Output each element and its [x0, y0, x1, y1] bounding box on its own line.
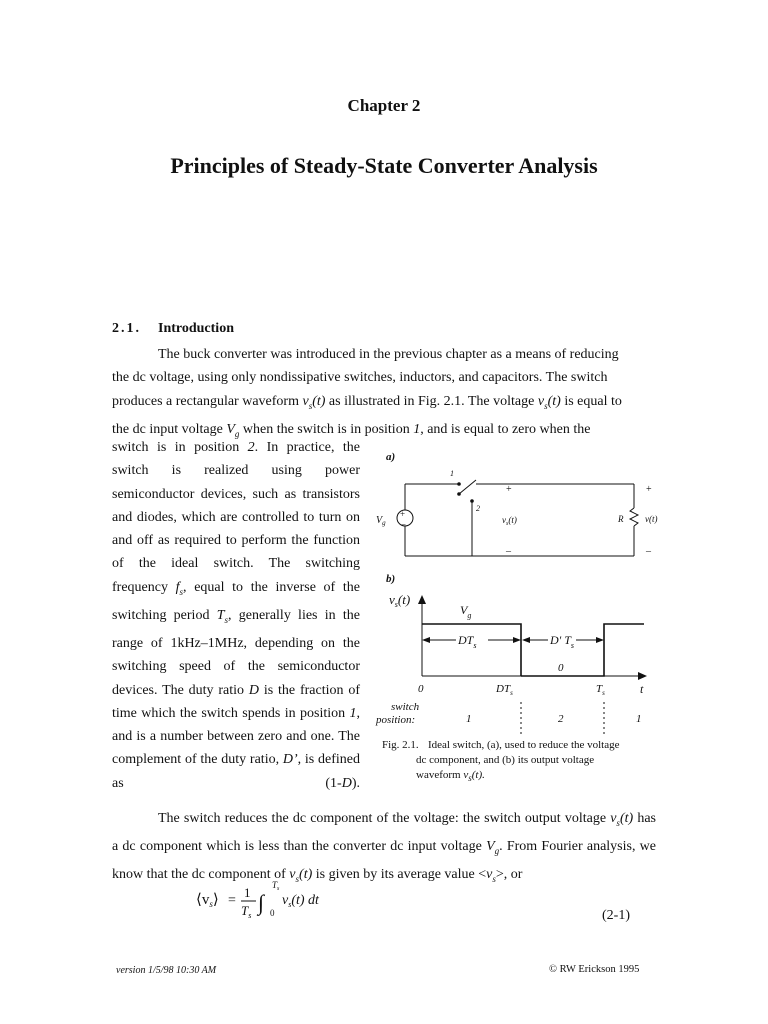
figure-2-1: [372, 452, 662, 752]
figure-caption: [382, 738, 662, 786]
equation-number: (2-1): [602, 908, 630, 923]
chapter-heading: Chapter 2: [347, 96, 421, 115]
footer-version: version 1/5/98 10:30 AM: [116, 965, 217, 976]
dts-arrowhead-right-icon: [513, 637, 521, 643]
integral-sign-icon: ∫: [258, 890, 265, 915]
resistor-icon: [630, 508, 638, 526]
eq-equals: =: [228, 893, 236, 908]
caption-line-1: Fig. 2.1. Ideal switch, (a), used to reduce the voltage: [382, 739, 620, 751]
vt-label: v(t): [645, 514, 658, 524]
dts-span-label: $DT_s$: [458, 633, 477, 650]
section-number: 2.1.: [112, 321, 141, 336]
vg-level-label: $V_g$: [460, 603, 472, 620]
chapter-title: Principles of Steady-State Converter Analysis: [170, 153, 598, 178]
switch-description-paragraph: switch is in position 2. In practice, the switch is realized using power semiconductor devices, such as transistors and diodes, which are controlled to turn on and off as required to perform the function of the ideal switch. The switching frequency $f_s$, equal to the inverse of the switching period $T_s$, generally lies in the range of 1kHz–1MHz, depending on the switching speed of the semiconductor devices. The duty ratio D is the fraction of time which the switch spends in position 1, and is a number between zero and one. The complement of the duty ratio, D’, is defined as (1-D).: [112, 440, 361, 791]
source-plus-sign: +: [400, 509, 406, 519]
eq-lhs: $⟨v_s⟩$: [196, 892, 219, 909]
equation-2-1: [196, 880, 346, 924]
eq-lower-limit: 0: [270, 908, 275, 918]
switch-pivot-icon: [457, 492, 461, 496]
eq-upper-limit: $T_s$: [272, 880, 280, 892]
waveform-return-segment: [521, 624, 644, 676]
voltage-axis-arrow-icon: [418, 595, 426, 604]
waveform-high-segment: [422, 624, 521, 676]
switch-contact-2-icon: [470, 499, 474, 503]
intro-line-4: the dc input voltage $V_g$ when the switch is in position 1, and is equal to zero when the: [112, 421, 591, 439]
eq-numerator: 1: [244, 885, 251, 900]
vs-label: $v_s(t)$: [502, 515, 517, 527]
caption-line-2: dc component, and (b) its output voltage: [416, 754, 595, 766]
intro-line-1: The buck converter was introduced in the previous chapter as a means of reducing: [158, 347, 619, 362]
time-axis-arrow-icon: [638, 672, 647, 680]
dpts-arrowhead-left-icon: [522, 637, 530, 643]
dpts-span-label: D' $T_s$: [550, 633, 575, 650]
vs-plus-sign: +: [506, 484, 512, 495]
intro-paragraph: [112, 343, 656, 446]
switch-position-label-1: switch: [391, 701, 420, 713]
x-ts-label: $T_s$: [596, 683, 605, 697]
switch-pos1-label: 1: [450, 469, 454, 478]
part-b-label: b): [386, 573, 396, 585]
resistor-label: R: [618, 514, 624, 524]
switch-pos2-label: 2: [476, 504, 480, 513]
intro-line-2: the dc voltage, using only nondissipative switches, inductors, and capacitors. The switch: [112, 370, 608, 386]
dc-component-paragraph: The switch reduces the dc component of the voltage: the switch output voltage $v_s(t)$ has a dc component which is less than the converter dc input voltage $V_g$. From Fourier analysis, we know that the dc component of $v_s(t)$ is given by its average value $<v_s>$, or: [112, 811, 656, 884]
switch-position-label-2: position:: [376, 714, 416, 726]
switch-contact-1-icon: [457, 482, 461, 486]
dts-arrowhead-left-icon: [422, 637, 430, 643]
vs-minus-sign: –: [506, 546, 511, 557]
x-origin-label: 0: [418, 683, 424, 695]
zero-level-label: 0: [558, 662, 564, 674]
caption-head: Fig. 2.1.: [382, 739, 419, 751]
intro-line-3: produces a rectangular waveform $v_s(t)$ as illustrated in Fig. 2.1. The voltage $v_s(t)$ is equal to: [112, 393, 622, 411]
segment-2-label: 2: [558, 713, 564, 725]
dpts-arrowhead-right-icon: [596, 637, 604, 643]
section-title: Introduction: [158, 321, 234, 336]
source-minus-sign: –: [401, 519, 406, 529]
eq-integrand: $v_s(t)$ dt: [282, 893, 319, 909]
segment-3-label: 1: [636, 713, 642, 725]
part-a-label: a): [386, 452, 396, 463]
vt-plus-sign: +: [646, 484, 652, 495]
eq-denominator: $T_s$: [241, 903, 252, 920]
switch-blade-icon: [459, 480, 476, 494]
y-axis-label: $v_s(t)$: [389, 592, 411, 609]
segment-1-label: 1: [466, 713, 472, 725]
source-label: $V_g$: [376, 515, 386, 527]
x-dts-label: $DT_s$: [496, 683, 513, 697]
time-axis-label: t: [640, 682, 644, 696]
caption-line-3: waveform $v_s(t)$.: [416, 769, 485, 784]
vt-minus-sign: –: [646, 546, 651, 557]
footer-copyright: © RW Erickson 1995: [549, 964, 640, 975]
